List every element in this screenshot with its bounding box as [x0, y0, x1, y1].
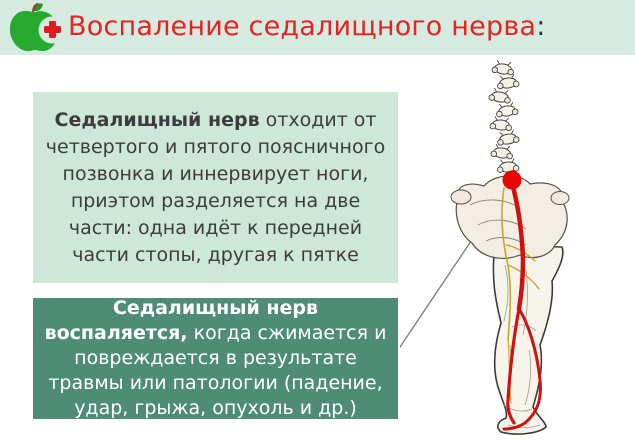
info-box-inflammation-causes	[33, 298, 398, 419]
red-origin-dot	[503, 171, 522, 190]
page-title-text: Воспаление седалищного нерва	[68, 11, 537, 42]
anatomy-figure-svg	[400, 55, 635, 443]
info-box-body: отходит от четвертого и пятого поясничного позвонка и иннервирует ноги, приэтом разделяется на две части: одна идёт к передней части стопы, другая к пятке	[45, 108, 386, 266]
info-box-emphasis: Седалищный нерв воспаляется,	[44, 297, 319, 344]
info-box-text	[41, 296, 390, 421]
info-box-body: когда сжимается и повреждается в результате травмы или патологии (падение, удар, грыжа, опухоль и др.)	[48, 322, 387, 419]
info-box-emphasis: Седалищный нерв	[54, 108, 260, 131]
header-band	[0, 0, 635, 55]
info-box-nerve-description	[33, 92, 398, 283]
leg-sketch	[493, 245, 562, 434]
sciatic-nerve-anatomy-illustration	[400, 55, 635, 443]
page-title	[68, 10, 628, 44]
page-title-colon: :	[536, 11, 546, 42]
info-box-text	[41, 107, 390, 269]
apple-medical-cross-icon	[7, 3, 63, 53]
lumbar-spine-sketch	[488, 60, 519, 173]
